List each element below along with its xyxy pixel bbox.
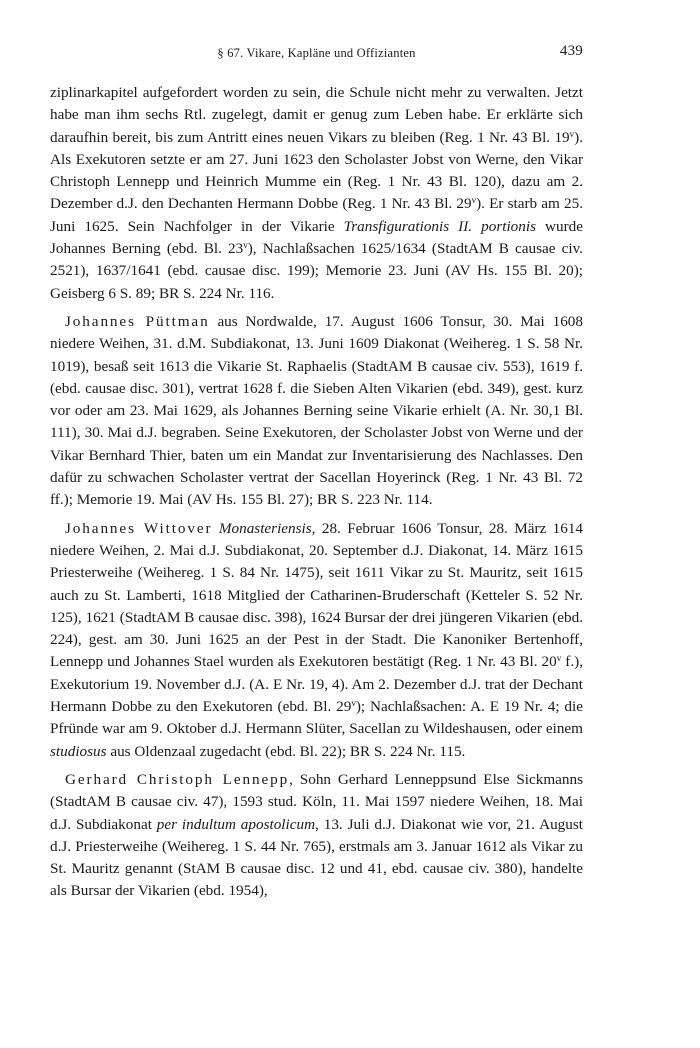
folio-verso-sup: v: [351, 698, 356, 709]
paragraph-1: [50, 82, 583, 305]
italic-term: studiosus: [50, 742, 107, 760]
running-head: [50, 42, 583, 68]
text-run: , 28. Februar 1606 Tonsur, 28. März 1614 niedere Weihen, 2. Mai d.J. Subdiakonat, 20. September d.J. Diakonat, 14. März 1615 Priesterweihe (Weihereg. 1 S. 84 Nr. 1475), seit 1611 Vikar zu St. Mauritz, seit 1615 auch zu St. Lamberti, 1618 Mitglied der Catharinen-Bruderschaft (Ketteler S. 52 Nr. 125), 1621 (StadtAM B causae disc. 398), 1624 Bursar der drei jüngeren Vikarien (ebd. 224), gest. am 30. Juni 1625 an der Pest in der Stadt. Die Kanoniker Bertenhoff, Lennepp und Johannes Stael wurden als Exekutoren bestätigt (Reg. 1 Nr. 43 Bl. 20: [50, 519, 584, 671]
folio-verso-sup: v: [471, 195, 477, 206]
body-text: [50, 82, 583, 903]
book-page: [50, 42, 583, 909]
folio-verso-sup: v: [569, 128, 575, 139]
paragraph-3-entry-wittover: [50, 518, 583, 763]
paragraph-4-entry-lennepp: [50, 769, 583, 903]
text-run: , Sohn Gerhard Lenneppsund Else Sickmanns (StadtAM B causae civ. 47), 1593 stud. Köln, 11. Mai 1597 niedere Weihen, 18. Mai d.J. Subdiakonat: [50, 770, 583, 833]
paragraph-2-entry-puettman: [50, 311, 583, 512]
page-number: 439: [559, 43, 583, 59]
italic-term: Monasteriensis: [218, 519, 312, 537]
italic-term: per indultum apostolicum: [156, 815, 316, 833]
folio-verso-sup: v: [556, 653, 562, 664]
text-run: ), Nachlaßsachen 1625/1634 (StadtAM B causae civ. 2521), 1637/1641 (ebd. causae disc. 199); Memorie 23. Juni (AV Hs. 155 Bl. 20); Geisberg 6 S. 89; BR S. 224 Nr. 116.: [50, 240, 583, 302]
person-name: Gerhard Christoph Lennepp: [65, 770, 290, 788]
text-run: wurde Johannes Berning (ebd. Bl. 23: [50, 217, 583, 258]
text-run: f.), Exekutorium 19. November d.J. (A. E Nr. 19, 4). Am 2. Dezember d.J. trat der Dechant Hermann Dobbe zu den Exekutoren (ebd. Bl. 29: [50, 653, 583, 716]
text-run: aus Oldenzaal zugedacht (ebd. Bl. 22); BR S. 224 Nr. 115.: [106, 742, 466, 760]
text-run: aus Nordwalde, 17. August 1606 Tonsur, 30. Mai 1608 niedere Weihen, 31. d.M. Subdiakonat, 13. Juni 1609 Diakonat (Weihereg. 1 S. 58 Nr. 1019), besaß seit 1613 die Vikarie St. Raphaelis (StadtAM B causae civ. 553), 1619 f. (ebd. causae disc. 301), vertrat 1628 f. die Sieben Alten Vikarien (ebd. 349), gest. kurz vor oder am 23. Mai 1629, als Johannes Berning seine Vikarie erhielt (A. Nr. 30,1 Bl. 111), 30. Mai d.J. begraben. Seine Exekutoren, der Scholaster Jobst von Werne und der Vikar Bernhard Thier, baten um ein Mandat zur Inventarisierung des Nachlasses. Den dafür zu schwachen Scholaster vertrat der Sacellan Hoyerinck (Reg. 1 Nr. 43 Bl. 72 ff.); Memorie 19. Mai (AV Hs. 155 Bl. 27); BR S. 223 Nr. 114.: [50, 312, 583, 509]
person-name: Johannes Wittover: [65, 519, 213, 537]
running-head-title: § 67. Vikare, Kapläne und Offizianten: [217, 46, 416, 60]
text-run: ziplinarkapitel aufgefordert worden zu sein, die Schule nicht mehr zu verwalten. Jetzt habe man ihm sechs Rtl. zugelegt, damit er genug zum Leben habe. Er erklärte sich daraufhin bereit, bis zum Antritt eines neuen Vikars zu bleiben (Reg. 1 Nr. 43 Bl. 19: [50, 84, 583, 146]
text-run: , 13. Juli d.J. Diakonat wie vor, 21. August d.J. Priesterweihe (Weihereg. 1 S. 44 Nr. 765), erstmals am 3. Januar 1612 als Vikar zu St. Mauritz genannt (StAM B causae disc. 12 und 41, ebd. causae civ. 380), handelte als Bursar der Vikarien (ebd. 1954),: [50, 815, 583, 900]
folio-verso-sup: v: [243, 240, 248, 251]
text-run: ). Als Exekutoren setzte er am 27. Juni 1623 den Scholaster Jobst von Werne, den Vikar Christoph Lennepp und Heinrich Mumme ein (Reg. 1 Nr. 43 Bl. 120), dazu am 2. Dezember d.J. den Dechanten Hermann Dobbe (Reg. 1 Nr. 43 Bl. 29: [50, 128, 583, 213]
italic-term: Transfigurationis II. portionis: [343, 217, 536, 235]
text-run: ). Er starb am 25. Juni 1625. Sein Nachfolger in der Vikarie: [50, 195, 584, 235]
text-run: ); Nachlaßsachen: A. E 19 Nr. 4; die Pfründe war am 9. Oktober d.J. Hermann Slüter, Sacellan zu Wildeshausen, oder einem: [50, 698, 583, 738]
person-name: Johannes Püttman: [65, 312, 210, 330]
